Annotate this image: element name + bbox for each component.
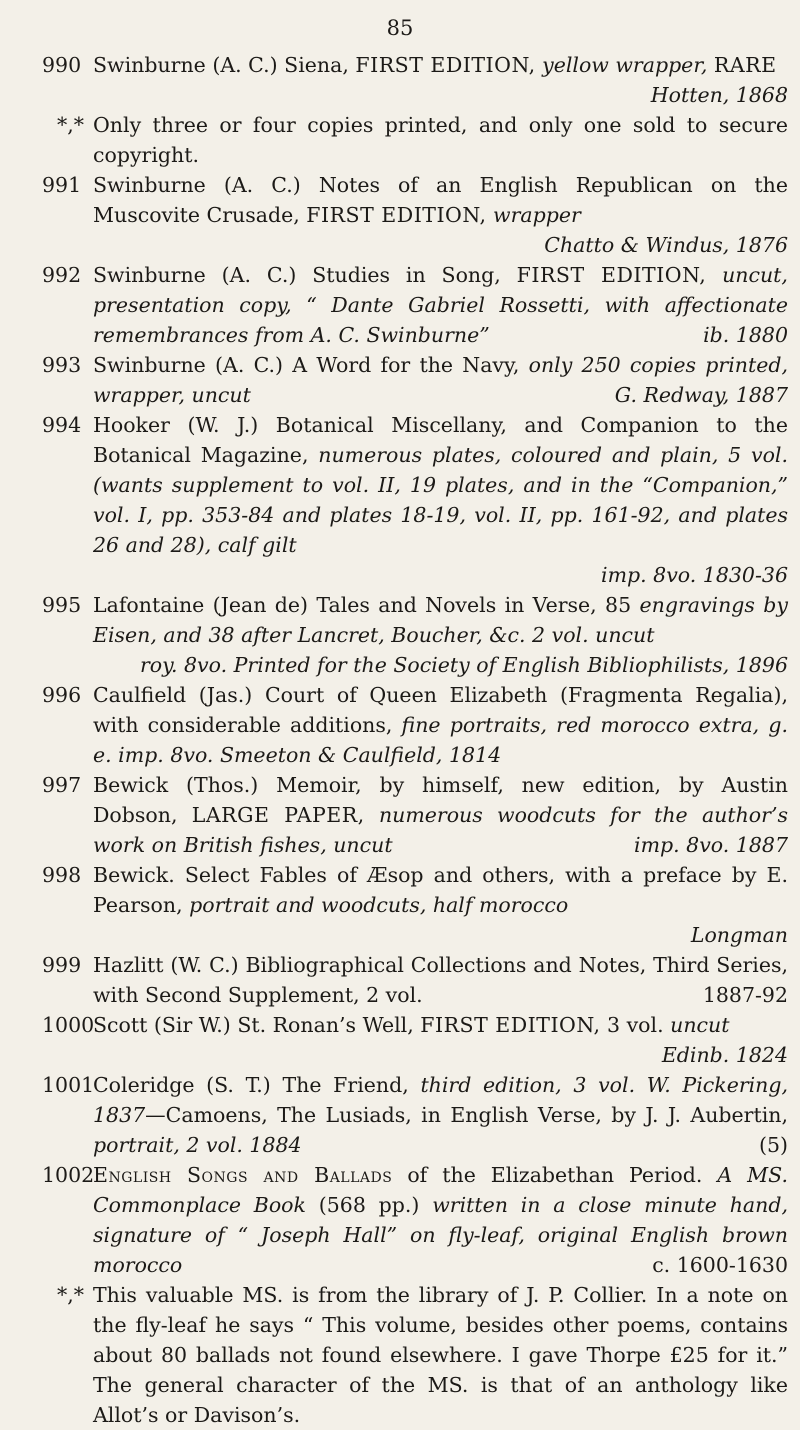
entry-detail: portrait and woodcuts, half morocco <box>189 893 569 917</box>
entry-title: Tales and Novels in Verse, 85 <box>316 593 632 617</box>
catalogue-entries <box>8 50 788 1430</box>
entry-title: of the Elizabethan Period. <box>407 1163 703 1187</box>
entry-format: wrapper <box>493 203 581 227</box>
entry-author: English Songs and Ballads <box>93 1163 393 1187</box>
entry-title-2: (568 pp.) <box>318 1193 420 1217</box>
entry-detail: A MS. Commonplace Book <box>93 1163 788 1217</box>
entry-imprint: 1887-92 <box>702 983 788 1007</box>
entry-author: Bewick (Thos.) <box>93 773 259 797</box>
entry-detail: numerous plates, coloured and plain, 5 vol. (wants supplement to vol. II, 19 plates, and in the “Companion,” vol. I, pp. 353-84 and plates 18-19, vol. II, pp. 161-92, and plates 26 and 28), calf gilt <box>93 443 788 557</box>
entry-imprint: Longman <box>690 923 788 947</box>
entry-title: Bibliographical Collections and Notes, Third Series, with Second Supplement, 2 vol. <box>93 953 788 1007</box>
entry-1001 <box>8 1070 788 1160</box>
entry-title: Botanical Miscellany, and Companion to the Botanical Magazine, <box>93 413 788 467</box>
entry-author: Caulfield (Jas.) <box>93 683 253 707</box>
entry-edition: FIRST EDITION, <box>516 263 707 287</box>
entry-imprint: G. Redway, 1887 <box>614 383 788 407</box>
note-text: This valuable MS. is from the library of J. P. Collier. In a note on the fly-leaf he says “ This volume, besides other poems, contains about 80 ballads not found elsewhere. I gave Thorpe £25 for it.” The general character of the MS. is that of an anthology like Allot’s or Davison’s. <box>93 1283 788 1427</box>
entry-author: Scott (Sir W.) <box>93 1013 231 1037</box>
entry-author: Hooker (W. J.) <box>93 413 259 437</box>
entry-rare: RARE <box>713 53 777 77</box>
entry-997 <box>8 770 788 860</box>
entry-imprint: (5) <box>758 1133 788 1157</box>
note-text: Only three or four copies printed, and only one sold to secure copyright. <box>93 113 788 167</box>
entry-996 <box>8 680 788 770</box>
entry-author: Bewick. <box>93 863 175 887</box>
entry-992 <box>8 260 788 350</box>
entry-1000 <box>8 1010 788 1070</box>
entry-extra: 3 vol. <box>607 1013 664 1037</box>
entry-imprint: roy. 8vo. Printed for the Society of English Bibliophilists, 1896 <box>139 653 788 677</box>
entry-edition: FIRST EDITION, <box>355 53 536 77</box>
entry-detail: numerous woodcuts for the author’s work on British fishes, uncut <box>93 803 788 857</box>
entry-title: Court of Queen Elizabeth (Fragmenta Regalia), with considerable additions, <box>93 683 788 737</box>
entry-format: uncut <box>670 1013 730 1037</box>
entry-number: 1000 <box>42 1013 95 1037</box>
entry-imprint: Chatto & Windus, 1876 <box>544 233 788 257</box>
entry-author: Swinburne (A. C.) <box>93 263 297 287</box>
entry-999 <box>8 950 788 1010</box>
entry-author: Coleridge (S. T.) <box>93 1073 271 1097</box>
entry-detail: presentation copy, “ Dante Gabriel Rossetti, with affectionate remembrances from A. C. Swinburne” <box>93 293 788 347</box>
page-number: 85 <box>386 16 414 40</box>
entry-990 <box>8 50 788 110</box>
entry-imprint: imp. 8vo. 1887 <box>634 833 788 857</box>
entry-998 <box>8 860 788 950</box>
entry-imprint: imp. 8vo. 1830-36 <box>601 563 788 587</box>
entry-edition: FIRST EDITION, <box>420 1013 601 1037</box>
entry-number: 997 <box>42 773 82 797</box>
entry-number: 996 <box>42 683 82 707</box>
entry-author: Lafontaine (Jean de) <box>93 593 309 617</box>
entry-title: St. Ronan’s Well, <box>237 1013 414 1037</box>
entry-title: A Word for the Navy, <box>292 353 520 377</box>
entry-author: Swinburne (A. C.) <box>93 173 301 197</box>
entry-1002 <box>8 1160 788 1280</box>
entry-format: uncut, <box>722 263 788 287</box>
entry-1002-note <box>8 1280 788 1430</box>
entry-edition: LARGE PAPER, <box>191 803 365 827</box>
entry-991 <box>8 170 788 260</box>
entry-title: Studies in Song, <box>312 263 501 287</box>
entry-number: 999 <box>42 953 82 977</box>
entry-number: 990 <box>42 53 82 77</box>
entry-number: 1001 <box>42 1073 95 1097</box>
entry-imprint: ib. 1880 <box>703 323 788 347</box>
entry-detail-2: portrait, 2 vol. 1884 <box>93 1133 302 1157</box>
entry-title: Notes of an English Republican on the Muscovite Crusade, <box>93 173 788 227</box>
entry-imprint: Edinb. 1824 <box>661 1043 788 1067</box>
entry-title: Select Fables of Æsop and others, with a preface by E. Pearson, <box>93 863 788 917</box>
entry-number: 992 <box>42 263 82 287</box>
entry-detail: third edition, 3 vol. W. Pickering, 1837 <box>93 1073 789 1127</box>
entry-author: Hazlitt (W. C.) <box>93 953 239 977</box>
entry-detail: only 250 copies printed, wrapper, uncut <box>93 353 788 407</box>
entry-number: 991 <box>42 173 82 197</box>
entry-detail: engravings by Eisen, and 38 after Lancret, Boucher, &c. 2 vol. uncut <box>93 593 788 647</box>
note-stars: *,* <box>57 113 85 137</box>
entry-990-note <box>8 110 788 170</box>
entry-author: Swinburne (A. C.) <box>93 353 284 377</box>
entry-994 <box>8 410 788 590</box>
entry-title-2: —Camoens, The Lusiads, in English Verse, by J. J. Aubertin, <box>145 1103 788 1127</box>
entry-edition: FIRST EDITION, <box>306 203 487 227</box>
note-stars: *,* <box>57 1283 85 1307</box>
entry-author: Swinburne (A. C.) <box>93 53 278 77</box>
entry-number: 995 <box>42 593 82 617</box>
entry-number: 1002 <box>42 1163 95 1187</box>
entry-title: Siena, <box>284 53 349 77</box>
entry-number: 993 <box>42 353 82 377</box>
entry-number: 998 <box>42 863 82 887</box>
entry-imprint: Hotten, 1868 <box>650 83 788 107</box>
entry-imprint: c. 1600-1630 <box>652 1253 788 1277</box>
entry-title: Memoir, by himself, new edition, by Austin Dobson, <box>93 773 788 827</box>
entry-title: The Friend, <box>282 1073 409 1097</box>
entry-detail: fine portraits, red morocco extra, g. e. imp. 8vo. Smeeton & Caulfield, 1814 <box>93 713 788 767</box>
entry-format: yellow wrapper, <box>542 53 708 77</box>
entry-993 <box>8 350 788 410</box>
entry-detail-2: written in a close minute hand, signature of “ Joseph Hall” on fly-leaf, original English brown morocco <box>93 1193 788 1277</box>
entry-number: 994 <box>42 413 82 437</box>
entry-995 <box>8 590 788 680</box>
